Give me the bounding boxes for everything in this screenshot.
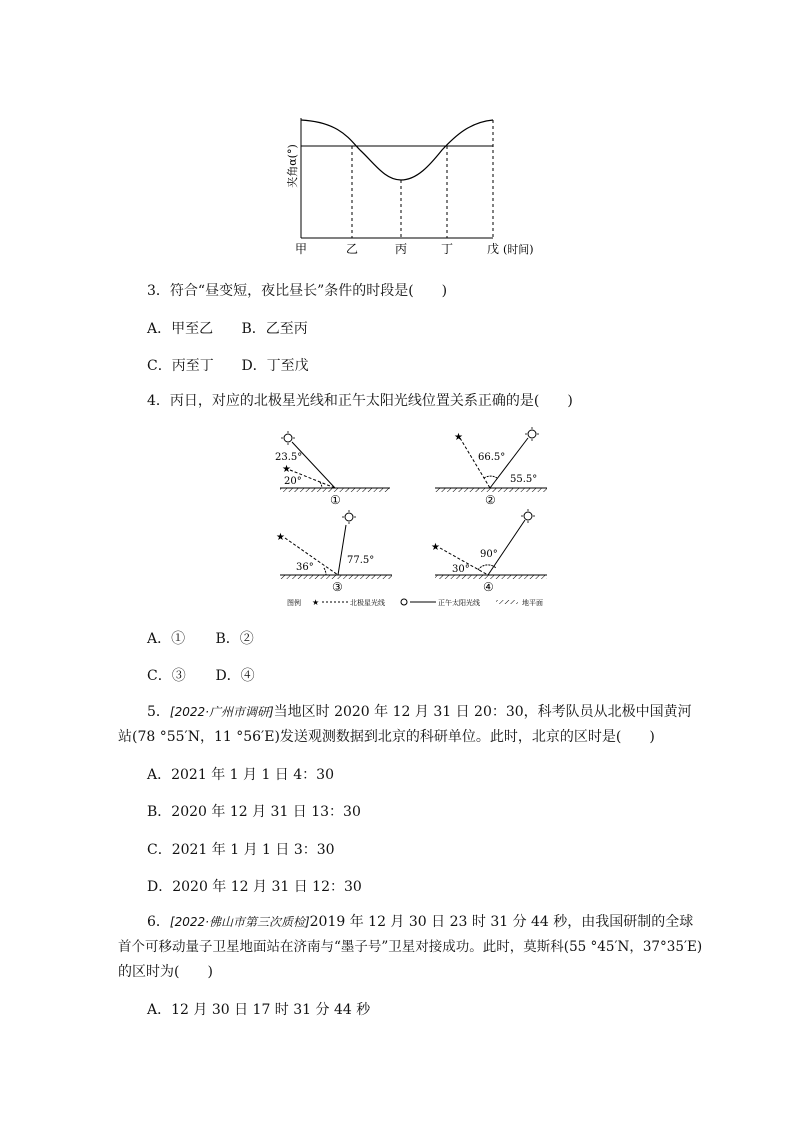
question-4: 4．丙日，对应的北极星光线和正午太阳光线位置关系正确的是( ) [147,393,573,409]
angle-label-4a: 30° [452,564,470,575]
star-icon: ★ [282,464,291,475]
angle-label-2a: 66.5° [478,452,506,463]
legend-star-icon: ★ [312,598,320,607]
angle-time-chart [280,100,550,260]
question-6-line3: 的区时为( ) [118,964,213,980]
legend [287,598,543,607]
q5-number: 5． [147,704,170,720]
q3-options-row1 [147,318,308,338]
q3-option-a[interactable]: A．甲至乙 [147,321,214,337]
q5-source: [2022·广州市调研] [169,705,274,719]
q4-option-b[interactable]: B．② [215,631,254,647]
diagram-label-4: ④ [483,580,494,594]
x-tick-yi: 乙 [345,242,359,256]
question-6-line1 [147,912,693,932]
sun-icon [528,430,536,438]
legend-polaris: 北极星光线 [350,599,385,607]
q4-options-row1 [147,628,254,648]
legend-sun-icon [401,599,407,605]
q3-options-row2 [147,355,309,375]
x-tick-wu: 戊 [486,242,500,256]
q4-option-a[interactable]: A．① [147,631,186,647]
diagram-label-3: ③ [332,580,343,594]
angle-label-3a: 36° [296,562,314,573]
q5-option-c[interactable]: C．2021 年 1 月 1 日 3：30 [147,842,335,858]
ground-2 [435,488,547,492]
q6-option-a[interactable]: A．12 月 30 日 17 时 31 分 44 秒 [147,1002,371,1018]
sun-ray-3 [338,525,346,575]
angle-label-1a: 23.5° [275,452,303,463]
question-5-line1 [147,702,692,722]
y-axis-label: 夹角α(°) [286,144,299,188]
star-icon: ★ [276,532,285,543]
sun-icon [345,513,353,521]
angle-label-3b: 77.5° [347,555,375,566]
q5-option-a[interactable]: A．2021 年 1 月 1 日 4：30 [147,767,334,783]
angle-curve [301,120,493,180]
polaris-sun-diagrams [270,420,570,615]
diagram-2 [435,427,547,507]
legend-title: 图例 [287,599,301,607]
x-tick-ding: 丁 [440,242,454,256]
diagram-4 [431,509,547,594]
x-axis-label: (时间) [503,243,534,256]
q6-number: 6． [147,914,170,930]
q3-option-d[interactable]: D．丁至戊 [241,358,309,374]
question-3: 3．符合“昼变短，夜比昼长”条件的时段是( ) [147,283,448,299]
q4-options-row2 [147,665,255,685]
q6-source: [2022·佛山市第三次质检] [169,915,310,929]
legend-ground: 地平面 [522,599,543,607]
ground-1 [280,488,390,492]
question-6-line2: 首个可移动量子卫星地面站在济南与“墨子号”卫星对接成功。此时，莫斯科(55 °45′N，37°35′E) [118,939,703,955]
star-icon: ★ [431,542,440,553]
sun-icon [284,434,292,442]
x-tick-jia: 甲 [294,242,308,256]
q5-option-d[interactable]: D．2020 年 12 月 31 日 12：30 [147,879,362,895]
legend-sun: 正午太阳光线 [438,599,480,607]
q5-text-1: 当地区时 2020 年 12 月 31 日 20：30，科考队员从北极中国黄河 [273,704,692,720]
question-5-line2: 站(78 °55′N，11 °56′E)发送观测数据到北京的科研单位。此时，北京的区时是( ) [118,729,655,745]
diagram-1 [275,431,390,507]
sun-ray-4 [488,520,525,575]
diagram-3 [276,510,392,594]
sun-icon [524,512,532,520]
q4-option-c[interactable]: C．③ [147,668,186,684]
diagram-label-1: ① [330,493,341,507]
star-icon: ★ [454,432,463,443]
q3-option-b[interactable]: B．乙至丙 [241,321,308,337]
polaris-ray-2 [460,438,490,488]
x-tick-bing: 丙 [394,242,408,256]
q5-option-b[interactable]: B．2020 年 12 月 31 日 13：30 [147,804,361,820]
q6-text-1: 2019 年 12 月 30 日 23 时 31 分 44 秒，由我国研制的全球 [309,914,694,930]
angle-label-1b: 20° [284,476,302,487]
angle-label-2b: 55.5° [510,474,538,485]
ground-4 [435,575,547,579]
q4-option-d[interactable]: D．④ [215,668,255,684]
diagram-label-2: ② [485,493,496,507]
angle-label-4b: 90° [480,549,498,560]
ground-3 [280,575,392,579]
q3-option-c[interactable]: C．丙至丁 [147,358,214,374]
